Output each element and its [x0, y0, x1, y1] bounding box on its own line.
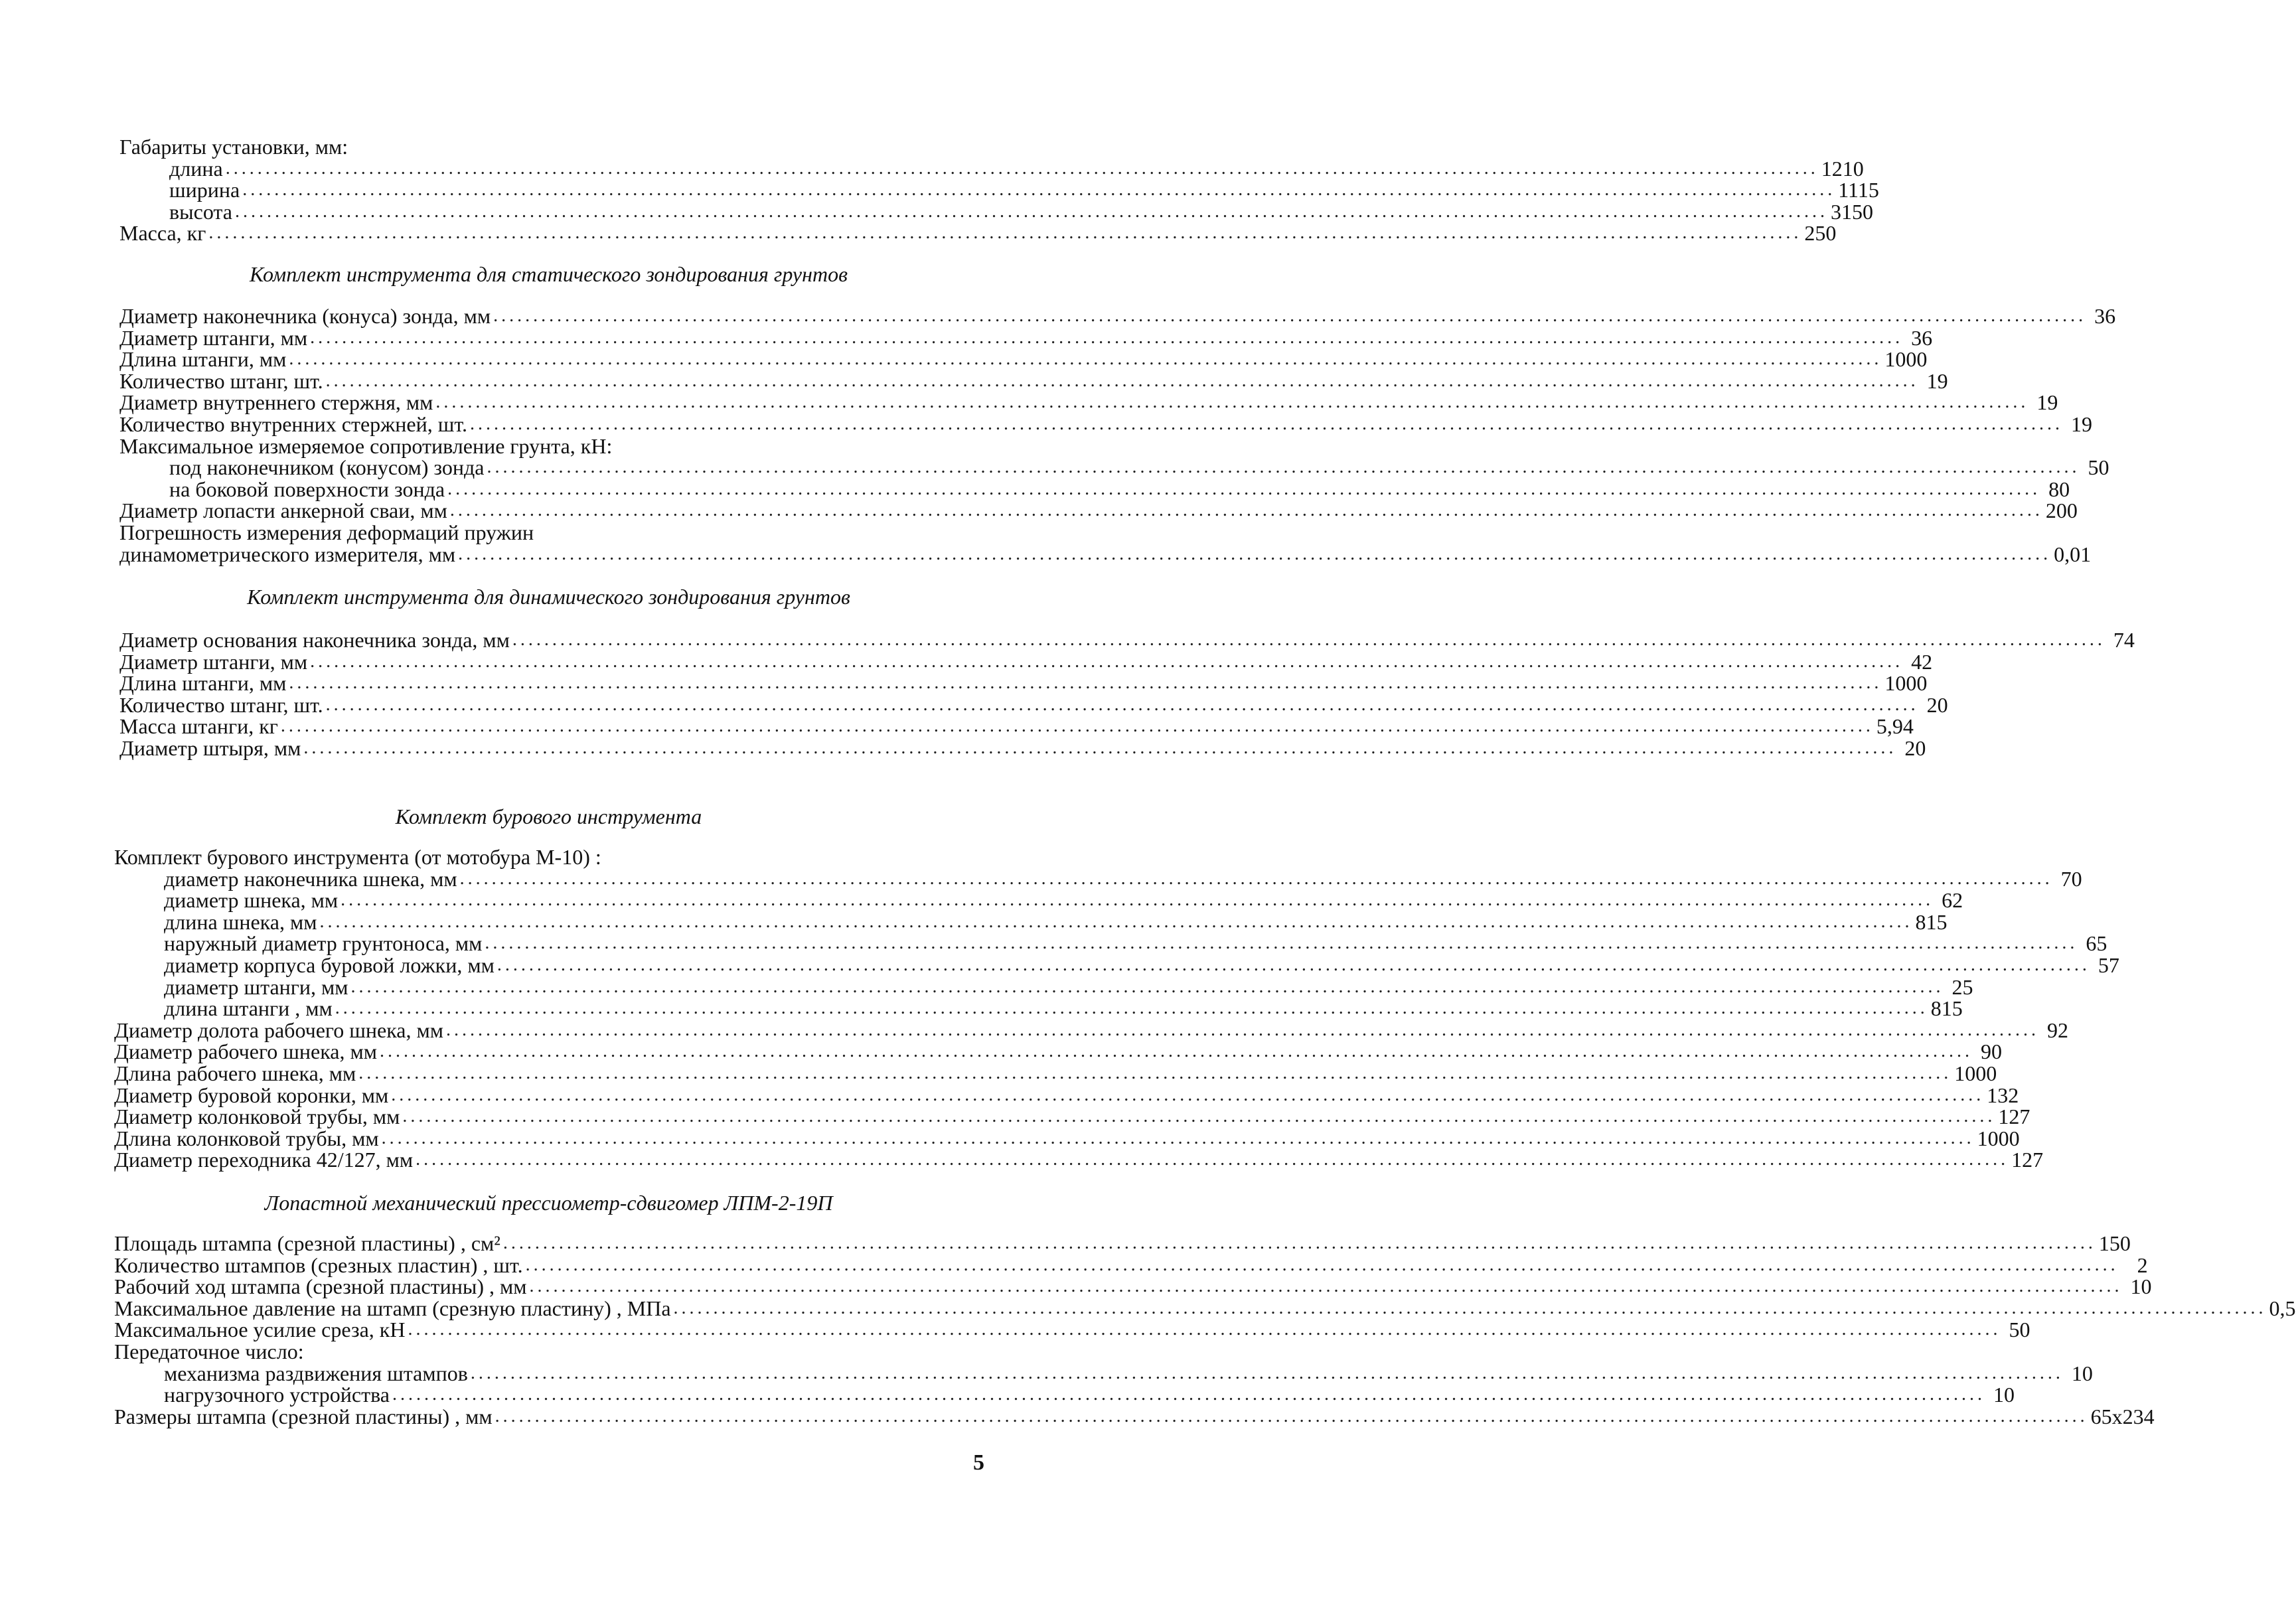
spec-label: Диаметр основания наконечника зонда, мм: [119, 628, 510, 652]
spec-label: на боковой поверхности зонда: [169, 477, 445, 501]
spec-value: 90: [1981, 1039, 2002, 1064]
spec-row: [119, 692, 1948, 717]
spec-row: [114, 1083, 2019, 1107]
spec-row: [114, 909, 1948, 934]
spec-label: Габариты установки, мм:: [119, 135, 348, 159]
spec-label: Диаметр внутреннего стержня, мм: [119, 390, 433, 415]
spec-label: высота: [169, 199, 232, 224]
dot-leader: ........................................................................................................................................................................................................: [303, 737, 1897, 758]
spec-label: наружный диаметр грунтоноса, мм: [164, 931, 483, 956]
spec-value: 200: [2045, 498, 2078, 523]
spec-row: [119, 477, 2070, 501]
spec-row: [119, 368, 1948, 393]
dot-leader: ........................................................................................................................................................................................................: [402, 1106, 1996, 1127]
spec-row: [119, 671, 1928, 696]
spec-label: Длина рабочего шнека, мм: [114, 1061, 356, 1085]
spec-value: 10: [1993, 1383, 2015, 1407]
spec-value: 1000: [1954, 1061, 1997, 1085]
dot-leader: ........................................................................................................................................................................................................: [447, 478, 2041, 499]
spec-value: 19: [2070, 412, 2092, 436]
spec-label: динамометрического измерителя, мм: [119, 542, 456, 566]
spec-row: [119, 735, 1926, 760]
spec-label: механизма раздвижения штампов: [164, 1361, 468, 1385]
spec-row: [119, 522, 986, 544]
dot-leader: ........................................................................................................................................................................................................: [529, 1276, 2123, 1297]
spec-label: Максимальное измеряемое сопротивление грунта, кН:: [119, 433, 613, 458]
spec-label: Диаметр лопасти анкерной сваи, мм: [119, 498, 447, 523]
section-heading: Комплект бурового инструмента: [395, 804, 702, 828]
spec-label: длина: [169, 156, 223, 181]
spec-value: 42: [1911, 649, 1933, 674]
section-heading: Лопастной механический прессиометр-сдвигомер ЛПМ-2-19П: [264, 1191, 833, 1215]
spec-value: 70: [2060, 866, 2082, 891]
section-heading: Комплект инструмента для статического зондирования грунтов: [249, 262, 848, 286]
spec-row: [119, 178, 1879, 202]
spec-row: [119, 199, 1873, 224]
dot-leader: ........................................................................................................................................................................................................: [325, 694, 1919, 715]
spec-row: [114, 974, 1973, 999]
spec-label: Передаточное число:: [114, 1339, 304, 1363]
dot-leader: ........................................................................................................................................................................................................: [289, 672, 1882, 694]
dot-leader: ........................................................................................................................................................................................................: [350, 976, 1944, 997]
spec-value: 10: [2130, 1274, 2152, 1299]
dot-leader: ........................................................................................................................................................................................................: [445, 1019, 2039, 1040]
dot-leader: ........................................................................................................................................................................................................: [358, 1062, 1952, 1083]
spec-row: [114, 1318, 2030, 1342]
spec-row: [114, 1105, 2030, 1129]
spec-row: [119, 347, 1928, 372]
dot-leader: ........................................................................................................................................................................................................: [469, 413, 2063, 434]
spec-row: [119, 325, 1933, 350]
spec-row: [119, 390, 2058, 415]
spec-label: Диаметр наконечника (конуса) зонда, мм: [119, 304, 491, 328]
dot-leader: ........................................................................................................................................................................................................: [225, 157, 1819, 179]
spec-list: [119, 304, 2116, 566]
spec-label: Диаметр штыря, мм: [119, 735, 301, 760]
dot-leader: ........................................................................................................................................................................................................: [392, 1384, 1985, 1405]
spec-value: 815: [1930, 996, 1963, 1021]
dot-leader: ........................................................................................................................................................................................................: [319, 911, 1913, 932]
spec-label: Диаметр рабочего шнека, мм: [114, 1039, 377, 1064]
dot-leader: ........................................................................................................................................................................................................: [495, 1405, 2088, 1426]
spec-label: Рабочий ход штампа (срезной пластины) , мм: [114, 1274, 527, 1299]
spec-value: 5,94: [1876, 714, 1914, 739]
spec-value: 1000: [1884, 671, 1928, 696]
spec-list: [114, 845, 2119, 1172]
spec-row: [119, 304, 2116, 328]
spec-value: 19: [1926, 368, 1948, 393]
spec-row: [119, 542, 2092, 566]
dot-leader: ........................................................................................................................................................................................................: [458, 543, 2052, 564]
spec-row: [114, 1148, 2044, 1172]
dot-leader: ........................................................................................................................................................................................................: [673, 1297, 2267, 1318]
spec-value: 3150: [1830, 199, 1873, 224]
spec-value: 36: [2094, 304, 2116, 328]
dot-leader: ........................................................................................................................................................................................................: [449, 500, 2043, 521]
spec-row: [114, 931, 2107, 956]
spec-value: 250: [1804, 221, 1837, 246]
spec-label: Диаметр колонковой трубы, мм: [114, 1105, 400, 1129]
spec-row: [114, 846, 984, 868]
spec-label: Длина штанги, мм: [119, 671, 287, 696]
spec-label: Масса, кг: [119, 221, 206, 246]
dot-leader: ........................................................................................................................................................................................................: [234, 200, 1828, 222]
spec-row: [114, 888, 1963, 913]
spec-value: 62: [1942, 888, 1963, 913]
spec-row: [119, 156, 1864, 181]
spec-row: [114, 953, 2119, 977]
spec-row: [114, 1253, 2148, 1277]
dot-leader: ........................................................................................................................................................................................................: [502, 1233, 2096, 1253]
spec-row: [119, 649, 1933, 674]
spec-label: Диаметр переходника 42/127, мм: [114, 1148, 414, 1172]
spec-label: Количество штампов (срезных пластин) , шт.: [114, 1253, 523, 1277]
spec-value: 25: [1952, 974, 1973, 999]
spec-value: 20: [1926, 692, 1948, 717]
spec-label: Длина колонковой трубы, мм: [114, 1126, 379, 1150]
dot-leader: ........................................................................................................................................................................................................: [289, 348, 1882, 370]
dot-leader: ........................................................................................................................................................................................................: [525, 1254, 2119, 1275]
spec-row: [114, 1018, 2068, 1042]
spec-value: 50: [2009, 1318, 2030, 1342]
spec-value: 127: [1998, 1105, 2030, 1129]
dot-leader: ........................................................................................................................................................................................................: [493, 305, 2087, 326]
spec-list: [119, 135, 1879, 246]
spec-value: 74: [2113, 628, 2135, 652]
spec-value: 19: [2036, 390, 2058, 415]
spec-value: 815: [1915, 909, 1948, 934]
spec-row: [114, 1296, 2296, 1320]
spec-value: 1000: [1977, 1126, 2020, 1150]
dot-leader: ........................................................................................................................................................................................................: [435, 392, 2029, 413]
spec-label: Количество внутренних стержней, шт.: [119, 412, 467, 436]
spec-value: 92: [2046, 1018, 2068, 1042]
spec-row: [119, 455, 2109, 480]
spec-label: Диаметр штанги, мм: [119, 649, 308, 674]
spec-value: 1000: [1884, 347, 1928, 372]
spec-row: [119, 714, 1914, 739]
dot-leader: ........................................................................................................................................................................................................: [408, 1319, 2001, 1340]
spec-value: 1210: [1821, 156, 1864, 181]
dot-leader: ........................................................................................................................................................................................................: [310, 327, 1904, 348]
spec-row: [119, 435, 986, 457]
spec-row: [119, 412, 2092, 436]
dot-leader: ........................................................................................................................................................................................................: [310, 650, 1904, 672]
dot-leader: ........................................................................................................................................................................................................: [380, 1041, 1973, 1062]
spec-row: [119, 498, 2078, 523]
spec-label: Площадь штампа (срезной пластины) , см²: [114, 1231, 500, 1255]
spec-row: [119, 221, 1837, 246]
spec-value: 57: [2098, 953, 2119, 977]
dot-leader: ........................................................................................................................................................................................................: [487, 457, 2080, 478]
spec-row: [114, 1341, 984, 1363]
spec-value: 80: [2048, 477, 2070, 501]
spec-label: Масса штанги, кг: [119, 714, 278, 739]
dot-leader: ........................................................................................................................................................................................................: [242, 179, 1836, 200]
spec-row: [114, 1361, 2093, 1385]
spec-list: [114, 1231, 2296, 1428]
spec-label: Комплект бурового инструмента (от мотобура М-10) :: [114, 845, 601, 869]
dot-leader: ........................................................................................................................................................................................................: [470, 1362, 2064, 1383]
spec-list: [119, 628, 2135, 760]
spec-row: [119, 628, 2135, 652]
spec-row: [114, 1061, 1997, 1085]
spec-label: Максимальное давление на штамп (срезную пластину) , МПа: [114, 1296, 671, 1320]
spec-row: [114, 1039, 2002, 1064]
spec-row: [114, 1274, 2152, 1299]
section-heading: Комплект инструмента для динамического зондирования грунтов: [247, 585, 850, 609]
spec-label: нагрузочного устройства: [164, 1383, 390, 1407]
spec-row: [114, 1231, 2131, 1255]
spec-row: [119, 136, 986, 158]
spec-label: Длина штанги, мм: [119, 347, 287, 372]
dot-leader: ........................................................................................................................................................................................................: [208, 222, 1802, 244]
dot-leader: ........................................................................................................................................................................................................: [459, 868, 2053, 889]
spec-label: диаметр корпуса буровой ложки, мм: [164, 953, 495, 977]
spec-label: Погрешность измерения деформаций пружин: [119, 520, 534, 544]
spec-label: под наконечником (конусом) зонда: [169, 455, 485, 480]
spec-value: 10: [2071, 1361, 2093, 1385]
dot-leader: ........................................................................................................................................................................................................: [341, 889, 1934, 911]
spec-value: 132: [1987, 1083, 2019, 1107]
spec-label: ширина: [169, 178, 240, 202]
dot-leader: ........................................................................................................................................................................................................: [280, 716, 1874, 737]
dot-leader: ........................................................................................................................................................................................................: [416, 1149, 2009, 1170]
spec-label: диаметр шнека, мм: [164, 888, 339, 913]
spec-row: [114, 866, 2082, 891]
spec-row: [114, 1404, 2155, 1428]
spec-label: длина шнека, мм: [164, 909, 317, 934]
spec-row: [114, 1126, 2020, 1150]
spec-row: [114, 1383, 2015, 1407]
spec-label: Диаметр долота рабочего шнека, мм: [114, 1018, 443, 1042]
spec-label: Количество штанг, шт.: [119, 692, 323, 717]
dot-leader: ........................................................................................................................................................................................................: [485, 933, 2078, 954]
spec-value: 0,01: [2054, 542, 2092, 566]
spec-label: Количество штанг, шт.: [119, 368, 323, 393]
spec-label: Диаметр буровой коронки, мм: [114, 1083, 389, 1107]
spec-value: 65: [2086, 931, 2107, 956]
spec-value: 20: [1904, 735, 1926, 760]
spec-value: 36: [1911, 325, 1933, 350]
spec-label: Максимальное усилие среза, кН: [114, 1318, 406, 1342]
dot-leader: ........................................................................................................................................................................................................: [335, 998, 1928, 1019]
spec-value: 65x234: [2090, 1404, 2155, 1428]
dot-leader: ........................................................................................................................................................................................................: [325, 370, 1919, 391]
spec-value: 1115: [1838, 178, 1879, 202]
spec-value: 127: [2011, 1148, 2044, 1172]
spec-value: 0,5: [2269, 1296, 2296, 1320]
dot-leader: ........................................................................................................................................................................................................: [512, 629, 2105, 650]
spec-value: 2: [2137, 1253, 2148, 1277]
dot-leader: ........................................................................................................................................................................................................: [497, 954, 2090, 975]
spec-value: 150: [2098, 1231, 2131, 1255]
spec-row: [114, 996, 1963, 1021]
page-number: 5: [973, 1450, 984, 1475]
spec-value: 50: [2088, 455, 2109, 480]
spec-label: диаметр штанги, мм: [164, 974, 348, 999]
dot-leader: ........................................................................................................................................................................................................: [381, 1127, 1975, 1148]
spec-label: Размеры штампа (срезной пластины) , мм: [114, 1404, 493, 1428]
spec-label: диаметр наконечника шнека, мм: [164, 866, 457, 891]
dot-leader: ........................................................................................................................................................................................................: [391, 1084, 1985, 1105]
spec-label: Диаметр штанги, мм: [119, 325, 308, 350]
spec-label: длина штанги , мм: [164, 996, 333, 1021]
